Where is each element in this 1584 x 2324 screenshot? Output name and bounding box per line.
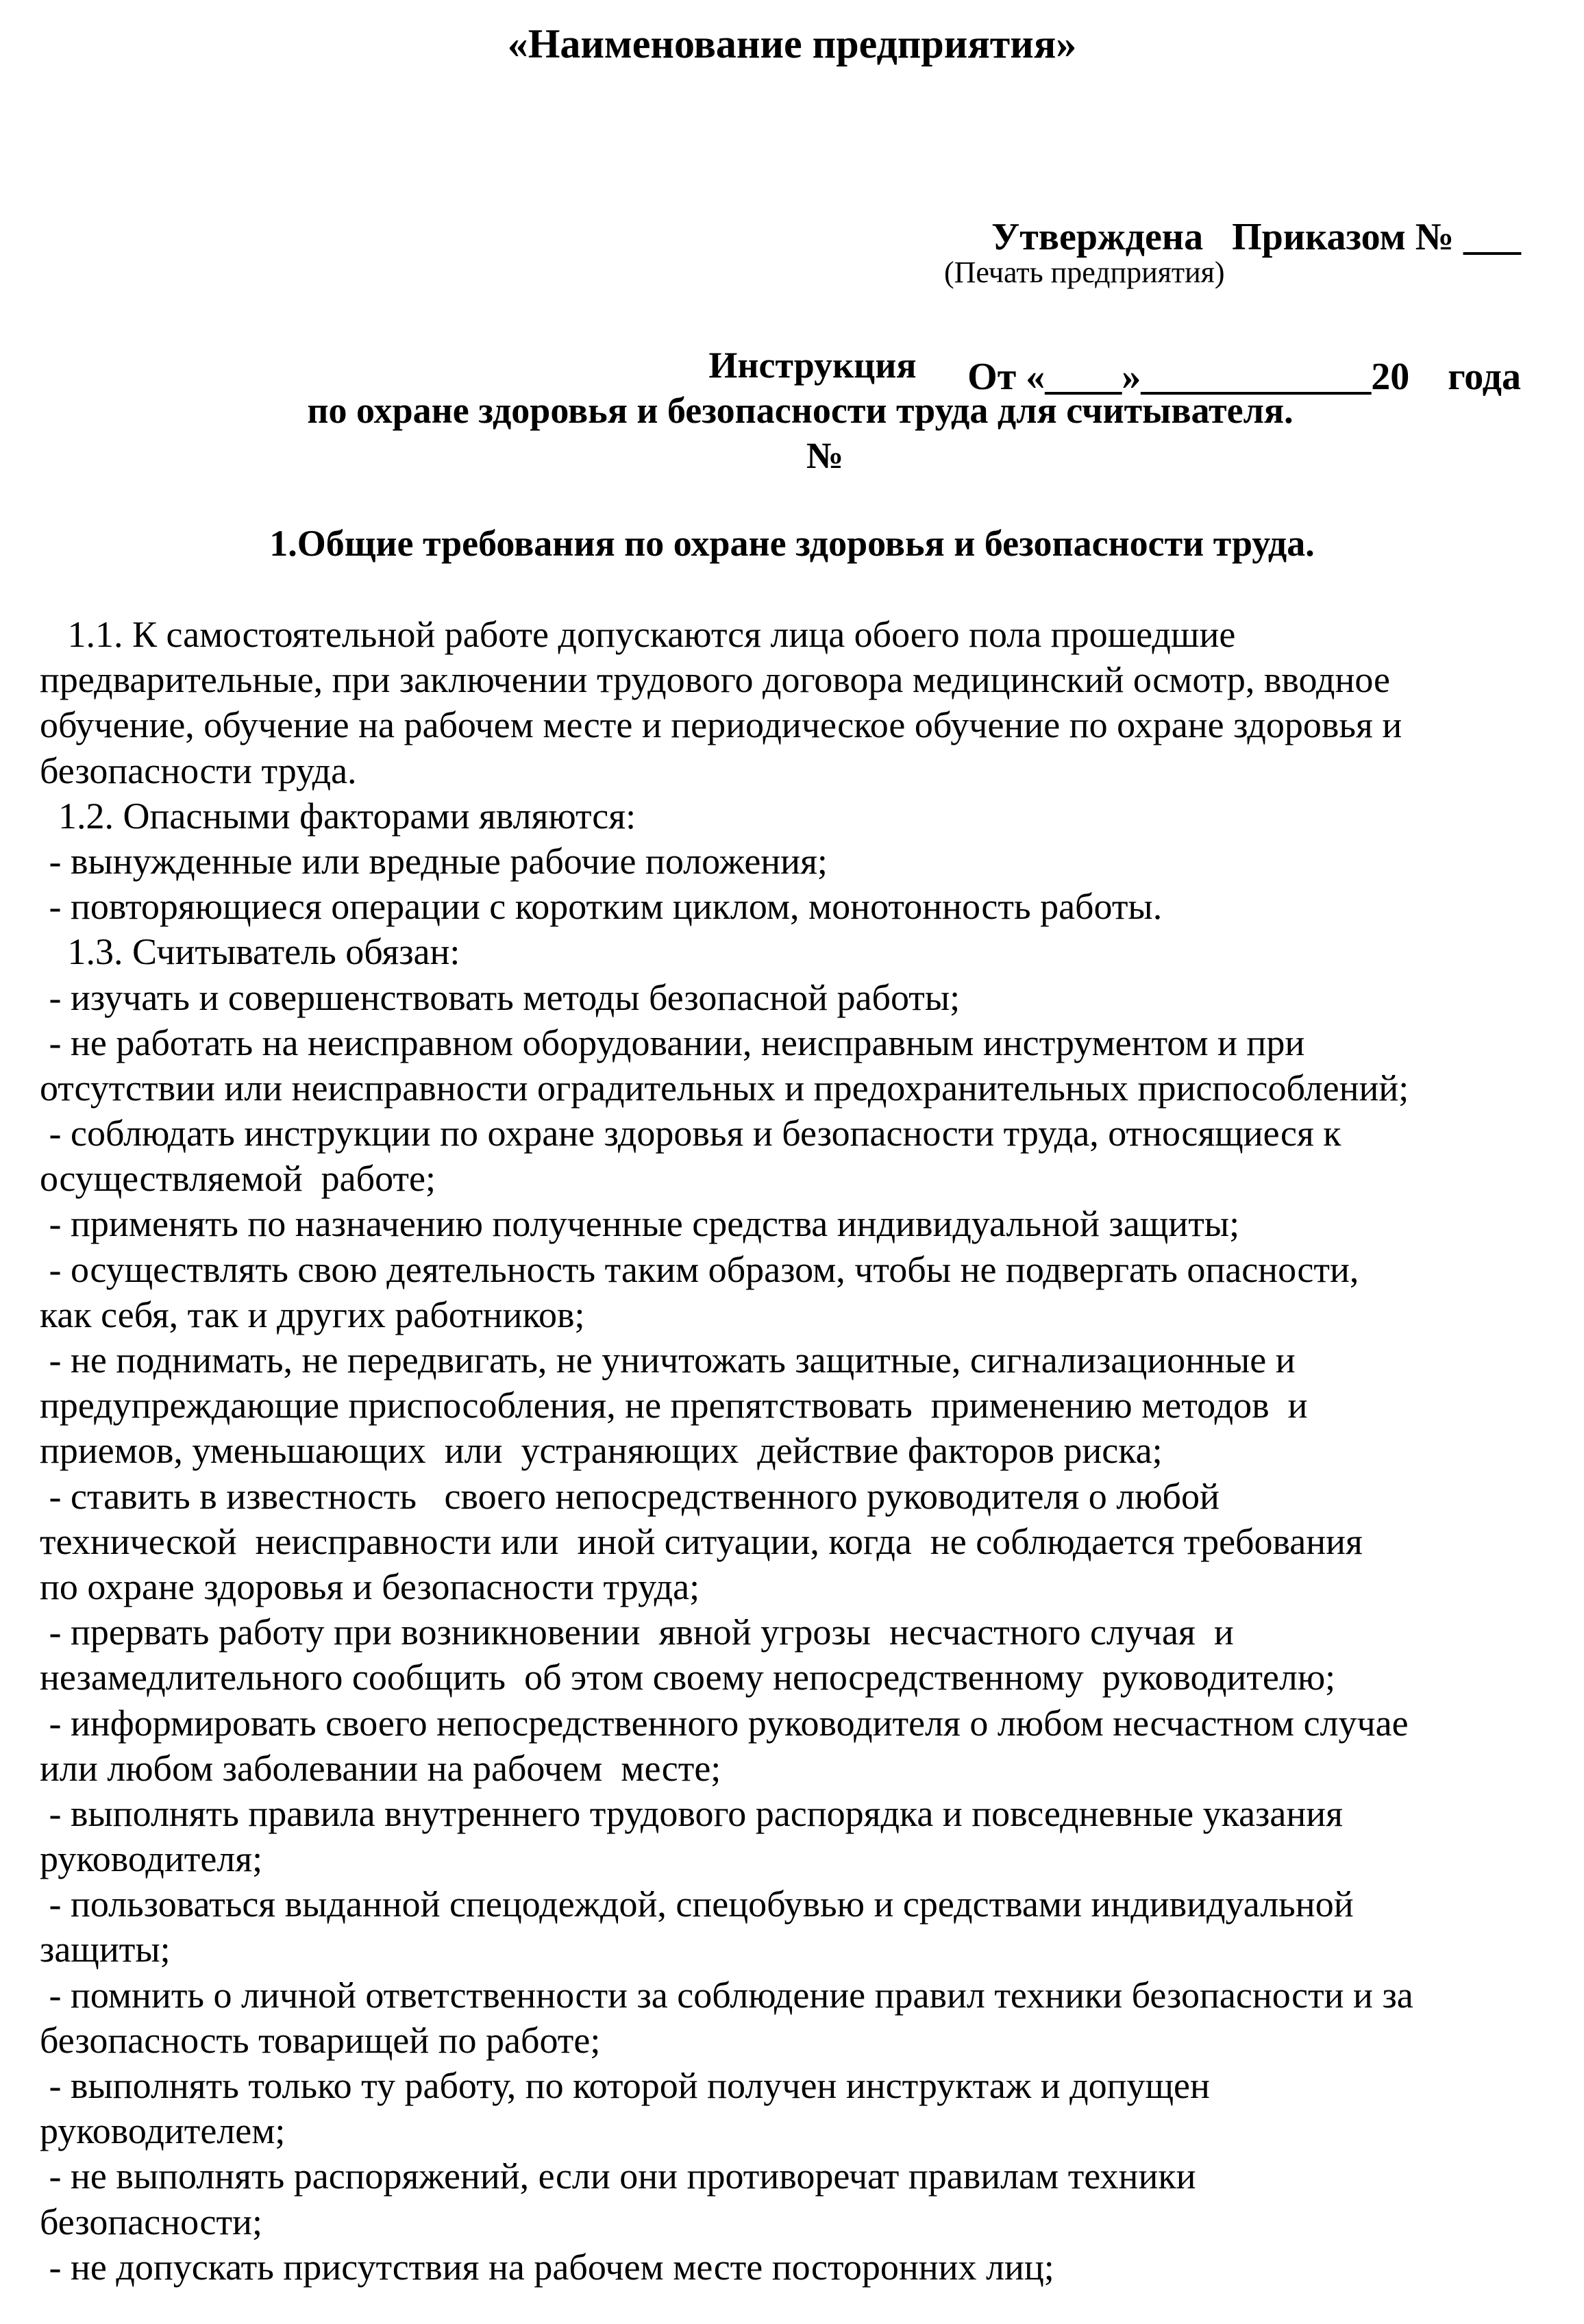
section-heading: 1.Общие требования по охране здоровья и безопасности труда. <box>269 523 1315 564</box>
body-line: руководителя; <box>40 1838 263 1880</box>
body-line: - применять по назначению полученные средства индивидуальной защиты; <box>40 1203 1240 1245</box>
body-text <box>40 612 1561 2290</box>
body-line: - информировать своего непосредственного руководителя о любом несчастном случае <box>40 1702 1409 1744</box>
organization-name: «Наименование предприятия» <box>507 21 1077 66</box>
body-line: осуществляемой работе; <box>40 1158 436 1200</box>
body-line: безопасность товарищей по работе; <box>40 2019 601 2061</box>
body-line: или любом заболевании на рабочем месте; <box>40 1747 721 1789</box>
body-line: - прервать работу при возникновении явной угрозы несчастного случая и <box>40 1611 1234 1653</box>
body-line: - пользоваться выданной спецодеждой, спецобувью и средствами индивидуальной <box>40 1883 1354 1925</box>
body-line: обучение, обучение на рабочем месте и периодическое обучение по охране здоровья и <box>40 704 1402 746</box>
body-line: - не работать на неисправном оборудовании, неисправным инструментом и при <box>40 1022 1305 1063</box>
body-line: как себя, так и других работников; <box>40 1294 585 1335</box>
body-line: руководителем; <box>40 2110 286 2152</box>
document-title <box>0 343 1584 478</box>
body-line: - соблюдать инструкции по охране здоровья и безопасности труда, относящиеся к <box>40 1113 1341 1154</box>
body-line: незамедлительного сообщить об этом своему непосредственному руководителю; <box>40 1657 1336 1698</box>
body-line: 1.3. Считыватель обязан: <box>40 931 460 973</box>
body-line: безопасности; <box>40 2201 262 2242</box>
body-line: предварительные, при заключении трудового договора медицинский осмотр, вводное <box>40 659 1390 701</box>
body-line: - не поднимать, не передвигать, не уничтожать защитные, сигнализационные и <box>40 1339 1296 1381</box>
body-line: безопасности труда. <box>40 750 357 791</box>
title-line-number: № <box>806 435 844 476</box>
approval-line-date: От «____»____________20 года <box>967 356 1521 398</box>
approval-line-order: Утверждена Приказом № ___ <box>991 216 1521 258</box>
stamp-placeholder: (Печать предприятия) <box>944 256 1225 289</box>
body-line: технической неисправности или иной ситуации, когда не соблюдается требования <box>40 1520 1363 1562</box>
body-line: защиты; <box>40 1929 171 1970</box>
body-line: - выполнять только ту работу, по которой получен инструктаж и допущен <box>40 2065 1210 2106</box>
body-line: - осуществлять свою деятельность таким образом, чтобы не подвергать опасности, <box>40 1248 1359 1290</box>
body-line: - изучать и совершенствовать методы безопасной работы; <box>40 976 961 1018</box>
body-line: - повторяющиеся операции с коротким циклом, монотонность работы. <box>40 886 1163 928</box>
body-line: - ставить в известность своего непосредственного руководителя о любой <box>40 1475 1220 1517</box>
body-line: 1.2. Опасными факторами являются: <box>40 795 636 837</box>
body-line: по охране здоровья и безопасности труда; <box>40 1566 700 1607</box>
title-line-instruction: Инструкция <box>708 345 917 386</box>
body-line: - не допускать присутствия на рабочем месте посторонних лиц; <box>40 2246 1054 2288</box>
body-line: - не выполнять распоряжений, если они противоречат правилам техники <box>40 2155 1196 2197</box>
body-line: приемов, уменьшающих или устраняющих действие факторов риска; <box>40 1430 1163 1472</box>
body-line: отсутствии или неисправности оградительных и предохранительных приспособлений; <box>40 1067 1409 1109</box>
title-line-subject: по охране здоровья и безопасности труда для считывателя. <box>307 390 1294 431</box>
body-line: 1.1. К самостоятельной работе допускаются лица обоего пола прошедшие <box>40 614 1236 655</box>
body-line: - выполнять правила внутреннего трудового распорядка и повседневные указания <box>40 1792 1343 1834</box>
body-line: - вынужденные или вредные рабочие положения; <box>40 840 828 882</box>
body-line: предупреждающие приспособления, не препятствовать применению методов и <box>40 1385 1308 1426</box>
body-line: - помнить о личной ответственности за соблюдение правил техники безопасности и за <box>40 1974 1413 2016</box>
